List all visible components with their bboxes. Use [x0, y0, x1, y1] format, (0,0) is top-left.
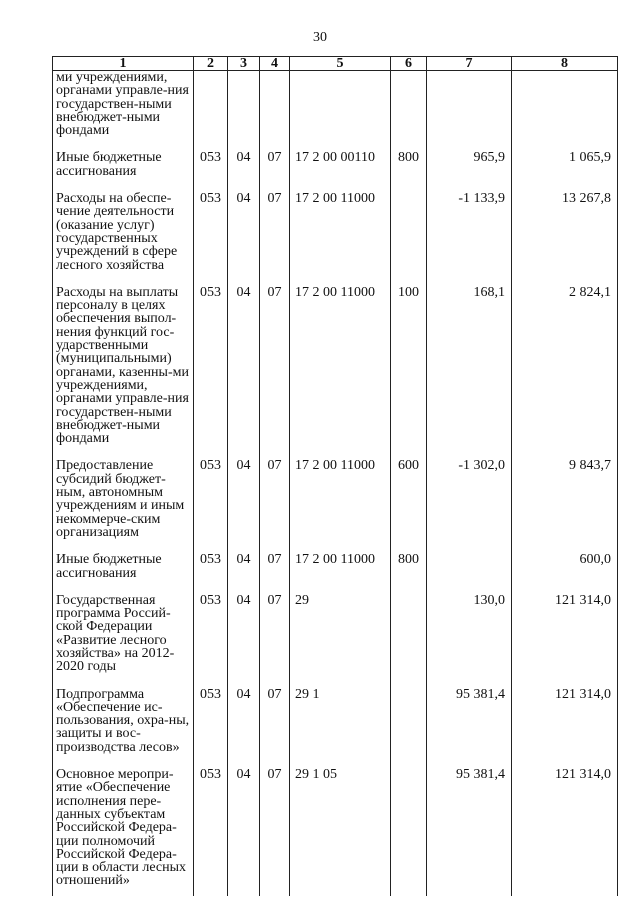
cell-subsection: 07 — [260, 151, 290, 192]
cell-subsection: 07 — [260, 286, 290, 460]
cell-ministry — [194, 71, 228, 152]
cell-target-code: 17 2 00 11000 — [290, 192, 391, 286]
cell-target-code: 17 2 00 11000 — [290, 286, 391, 460]
cell-ministry: 053 — [194, 286, 228, 460]
page-number: 30 — [313, 30, 327, 45]
table-row — [53, 71, 618, 152]
cell-expense-type — [391, 688, 427, 768]
cell-subsection: 07 — [260, 768, 290, 896]
cell-expense-type — [391, 71, 427, 152]
table-row — [53, 688, 618, 768]
cell-section: 04 — [228, 688, 260, 768]
cell-target-code: 29 1 05 — [290, 768, 391, 896]
cell-subsection: 07 — [260, 553, 290, 594]
cell-expense-type: 100 — [391, 286, 427, 460]
row-name: Основное меропри-ятие «Обеспечение исполнения пере-данных субъектам Российской Федера-ции полномочий Российской Федера-ции в области лесных отношений» — [53, 768, 194, 896]
cell-ministry: 053 — [194, 459, 228, 553]
cell-total: 121 314,0 — [512, 688, 618, 768]
cell-expense-type — [391, 594, 427, 688]
cell-target-code: 29 — [290, 594, 391, 688]
cell-ministry: 053 — [194, 594, 228, 688]
row-name: Расходы на выплаты персоналу в целях обеспечения выпол-нения функций гос-ударственными (муниципальными) органами, казенны-ми учреждениями, органами управле-ния государствен-ными внебюджет-ными фондами — [53, 286, 194, 460]
cell-target-code — [290, 71, 391, 152]
cell-change: -1 133,9 — [427, 192, 512, 286]
cell-subsection: 07 — [260, 192, 290, 286]
row-name: Расходы на обеспе-чение деятельности (оказание услуг) государственных учреждений в сфере лесного хозяйства — [53, 192, 194, 286]
cell-subsection — [260, 71, 290, 152]
col-header-5: 5 — [290, 57, 391, 71]
cell-change — [427, 553, 512, 594]
cell-expense-type: 800 — [391, 553, 427, 594]
cell-section: 04 — [228, 459, 260, 553]
cell-change: -1 302,0 — [427, 459, 512, 553]
row-name: Подпрограмма «Обеспечение ис-пользования, охра-ны, защиты и вос-производства лесов» — [53, 688, 194, 768]
cell-ministry: 053 — [194, 688, 228, 768]
cell-change: 130,0 — [427, 594, 512, 688]
cell-section: 04 — [228, 553, 260, 594]
row-name: Предоставление субсидий бюджет-ным, автономным учреждениям и иным некоммерче-ским организациям — [53, 459, 194, 553]
cell-target-code: 29 1 — [290, 688, 391, 768]
table-row — [53, 151, 618, 192]
cell-ministry: 053 — [194, 553, 228, 594]
cell-ministry: 053 — [194, 768, 228, 896]
col-header-8: 8 — [512, 57, 618, 71]
row-name: ми учреждениями, органами управле-ния государствен-ными внебюджет-ными фондами — [53, 71, 194, 152]
cell-total — [512, 71, 618, 152]
table-row — [53, 192, 618, 286]
col-header-7: 7 — [427, 57, 512, 71]
cell-ministry: 053 — [194, 151, 228, 192]
cell-total: 1 065,9 — [512, 151, 618, 192]
col-header-4: 4 — [260, 57, 290, 71]
cell-total: 121 314,0 — [512, 768, 618, 896]
table-row — [53, 286, 618, 460]
col-header-6: 6 — [391, 57, 427, 71]
cell-change: 168,1 — [427, 286, 512, 460]
cell-total: 121 314,0 — [512, 594, 618, 688]
cell-section: 04 — [228, 192, 260, 286]
cell-section: 04 — [228, 594, 260, 688]
cell-target-code: 17 2 00 11000 — [290, 553, 391, 594]
cell-change: 95 381,4 — [427, 688, 512, 768]
row-name: Иные бюджетные ассигнования — [53, 553, 194, 594]
row-name: Государственная программа Россий-ской Федерации «Развитие лесного хозяйства» на 2012-2020 годы — [53, 594, 194, 688]
col-header-3: 3 — [228, 57, 260, 71]
table-row — [53, 768, 618, 896]
budget-table — [52, 56, 618, 896]
cell-total: 2 824,1 — [512, 286, 618, 460]
cell-target-code: 17 2 00 11000 — [290, 459, 391, 553]
cell-expense-type: 800 — [391, 151, 427, 192]
cell-section: 04 — [228, 286, 260, 460]
cell-subsection: 07 — [260, 459, 290, 553]
cell-subsection: 07 — [260, 594, 290, 688]
cell-total: 600,0 — [512, 553, 618, 594]
cell-target-code: 17 2 00 00110 — [290, 151, 391, 192]
cell-change: 95 381,4 — [427, 768, 512, 896]
table-row — [53, 459, 618, 553]
col-header-1: 1 — [53, 57, 194, 71]
table-row — [53, 594, 618, 688]
header-row — [53, 57, 618, 71]
cell-ministry: 053 — [194, 192, 228, 286]
cell-total: 13 267,8 — [512, 192, 618, 286]
cell-change: 965,9 — [427, 151, 512, 192]
cell-section — [228, 71, 260, 152]
cell-total: 9 843,7 — [512, 459, 618, 553]
cell-expense-type — [391, 768, 427, 896]
cell-expense-type — [391, 192, 427, 286]
cell-change — [427, 71, 512, 152]
table-row — [53, 553, 618, 594]
row-name: Иные бюджетные ассигнования — [53, 151, 194, 192]
cell-section: 04 — [228, 151, 260, 192]
cell-section: 04 — [228, 768, 260, 896]
cell-subsection: 07 — [260, 688, 290, 768]
col-header-2: 2 — [194, 57, 228, 71]
cell-expense-type: 600 — [391, 459, 427, 553]
